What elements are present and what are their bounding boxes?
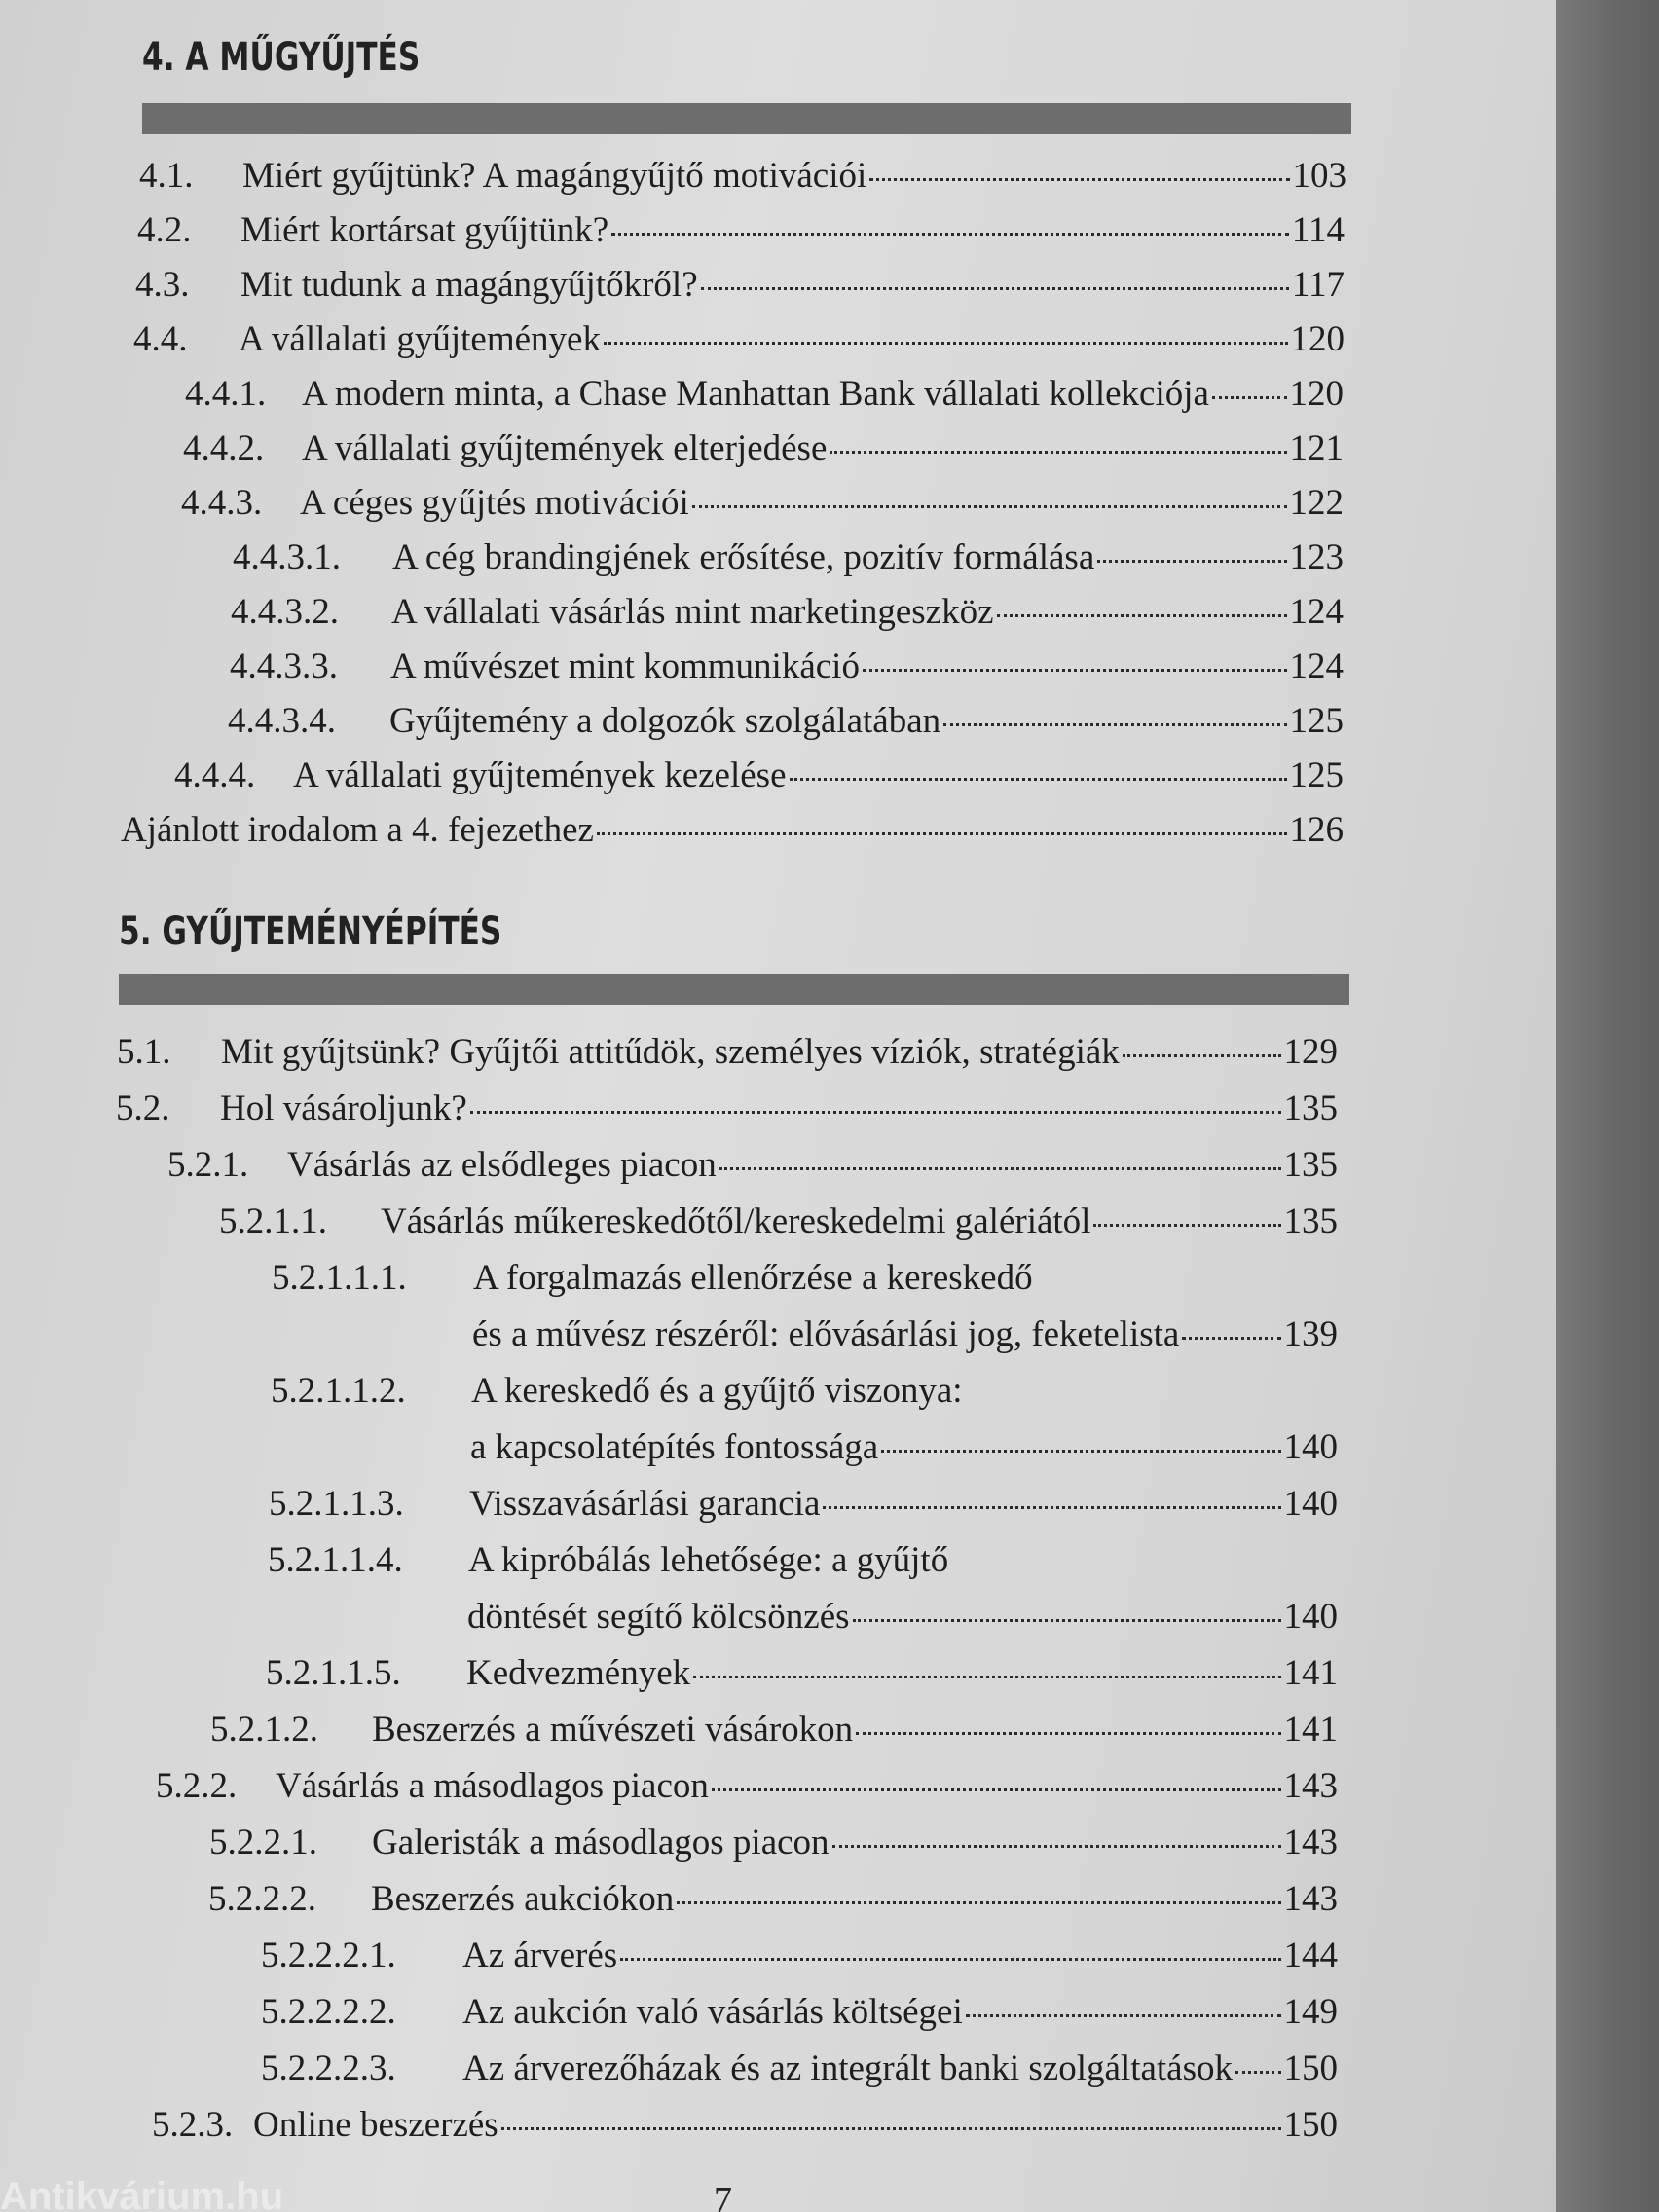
toc-page-number: 125: [1289, 701, 1344, 741]
toc-entry: [269, 1482, 1338, 1527]
toc-page-number: 135: [1283, 1145, 1338, 1185]
dot-leader: [997, 614, 1287, 617]
dot-leader: [501, 2127, 1281, 2130]
toc-entry: [470, 1425, 1338, 1470]
toc-title: A vállalati gyűjtemények: [239, 319, 601, 359]
toc-number: 4.4.2.: [183, 428, 265, 468]
toc-number: 4.4.3.: [181, 483, 263, 523]
toc-entry: [228, 699, 1344, 744]
toc-entry: [231, 590, 1344, 635]
dot-leader: [712, 1788, 1281, 1791]
toc-page-number: 139: [1283, 1314, 1338, 1354]
toc-page-number: 122: [1289, 483, 1344, 523]
toc-title: Miért kortársat gyűjtünk?: [240, 210, 609, 250]
dot-leader: [830, 451, 1286, 454]
toc-number: 4.4.3.1.: [233, 537, 341, 577]
toc-page-number: 123: [1289, 537, 1344, 577]
toc-entry: [121, 808, 1344, 853]
toc-title: Miért gyűjtünk? A magángyűjtő motivációi: [242, 156, 867, 196]
toc-title: A művészet mint kommunikáció: [390, 646, 860, 686]
toc-page-number: 103: [1292, 156, 1346, 196]
toc-page-number: 124: [1289, 592, 1344, 632]
toc-entry: [219, 1199, 1338, 1244]
toc-entry: [467, 1595, 1338, 1640]
toc-title: A vállalati gyűjtemények elterjedése: [302, 428, 828, 468]
dot-leader: [620, 1958, 1280, 1961]
toc-page-number: 135: [1283, 1201, 1338, 1241]
toc-title: Az árverezőházak és az integrált banki szolgáltatások: [462, 2048, 1234, 2088]
toc-entry: [210, 1708, 1338, 1752]
toc-entry: [233, 535, 1344, 580]
toc-title-continued: a kapcsolatépítés fontossága: [470, 1427, 879, 1467]
toc-page-number: 150: [1283, 2105, 1338, 2145]
toc-page-number: 117: [1291, 265, 1345, 305]
toc-number: 4.4.3.4.: [228, 701, 336, 741]
chapter-5-bar: [119, 974, 1349, 1005]
toc-page-number: 126: [1289, 810, 1344, 850]
toc-title: Gyűjtemény a dolgozók szolgálatában: [389, 701, 941, 741]
toc-title: A vállalati vásárlás mint marketingeszköz: [391, 592, 994, 632]
toc-title: Vásárlás a másodlagos piacon: [276, 1766, 709, 1806]
dot-leader: [1097, 560, 1286, 563]
watermark: Antikvárium.hu: [0, 2175, 284, 2212]
chapter-5-title: 5. GYŰJTEMÉNYÉPÍTÉS: [119, 909, 502, 954]
toc-title: Ajánlott irodalom a 4. fejezethez: [121, 810, 594, 850]
toc-page-number: 140: [1283, 1597, 1338, 1637]
toc-number: 5.2.2.1.: [209, 1823, 317, 1862]
toc-entry: [185, 372, 1344, 417]
toc-entry: [472, 1312, 1338, 1357]
dot-leader: [604, 342, 1288, 345]
toc-number: 5.2.1.1.5.: [266, 1653, 401, 1693]
toc-number: 5.2.1.: [167, 1145, 249, 1185]
toc-title: Visszavásárlási garancia: [469, 1484, 821, 1524]
dot-leader: [823, 1506, 1280, 1509]
toc-title: Kedvezmények: [466, 1653, 691, 1693]
toc-entry: [137, 208, 1345, 253]
toc-entry: [209, 1821, 1338, 1865]
dot-leader: [863, 669, 1287, 672]
dot-leader: [832, 1845, 1281, 1848]
dot-leader: [719, 1167, 1281, 1170]
chapter-4-bar: [142, 103, 1351, 134]
toc-entry: [116, 1087, 1338, 1131]
toc-number: 4.4.4.: [174, 756, 256, 795]
toc-number: 4.4.3.3.: [230, 646, 338, 686]
toc-page-number: 143: [1283, 1766, 1338, 1806]
toc-entry: [261, 2046, 1338, 2091]
toc-page-number: 124: [1289, 646, 1344, 686]
toc-entry: [152, 2103, 1338, 2148]
dot-leader: [853, 1619, 1281, 1622]
toc-number: 5.2.2.2.3.: [261, 2048, 396, 2088]
toc-page-number: 120: [1290, 319, 1345, 359]
book-spine-shadow: [1556, 0, 1659, 2212]
toc-page-number: 144: [1283, 1936, 1338, 1975]
toc-page-number: 143: [1283, 1823, 1338, 1862]
dot-leader: [856, 1732, 1280, 1735]
toc-entry: [261, 1934, 1338, 1978]
toc-title: A céges gyűjtés motivációi: [300, 483, 689, 523]
dot-leader: [869, 178, 1289, 181]
toc-title-continued: döntését segítő kölcsönzés: [467, 1597, 850, 1637]
toc-number: 5.2.1.2.: [210, 1710, 318, 1750]
toc-page-number: 149: [1283, 1992, 1338, 2032]
dot-leader: [881, 1450, 1280, 1453]
toc-title: A modern minta, a Chase Manhattan Bank vállalati kollekciója: [302, 374, 1209, 414]
dot-leader: [597, 832, 1287, 835]
toc-title: A kereskedő és a gyűjtő viszonya:: [471, 1371, 963, 1411]
toc-page-number: 141: [1283, 1710, 1338, 1750]
dot-leader: [1235, 2071, 1280, 2074]
toc-number: 5.2.2.: [156, 1766, 238, 1806]
toc-entry: [208, 1877, 1338, 1922]
toc-title: A vállalati gyűjtemények kezelése: [293, 756, 787, 795]
toc-entry: [261, 1990, 1338, 2035]
toc-title: Vásárlás az elsődleges piacon: [287, 1145, 717, 1185]
dot-leader: [693, 1676, 1280, 1678]
chapter-4-title: 4. A MŰGYŰJTÉS: [142, 35, 421, 80]
toc-number: 5.2.: [116, 1088, 170, 1128]
toc-number: 5.2.3.: [152, 2105, 234, 2145]
toc-title: Hol vásároljunk?: [220, 1088, 467, 1128]
dot-leader: [1093, 1224, 1280, 1227]
toc-title-continued: és a művész részéről: elővásárlási jog, feketelista: [472, 1314, 1180, 1354]
toc-title: A cég brandingjének erősítése, pozitív formálása: [392, 537, 1095, 577]
toc-page-number: 121: [1289, 428, 1344, 468]
dot-leader: [677, 1901, 1280, 1904]
toc-title: Beszerzés a művészeti vásárokon: [372, 1710, 854, 1750]
toc-number: 5.2.2.2.2.: [261, 1992, 396, 2032]
toc-page-number: 140: [1283, 1484, 1338, 1524]
toc-title: Online beszerzés: [253, 2105, 498, 2145]
toc-entry: [117, 1030, 1338, 1075]
dot-leader: [1212, 396, 1287, 399]
dot-leader: [611, 233, 1289, 236]
dot-leader: [701, 287, 1289, 290]
toc-number: 5.2.1.1.2.: [271, 1371, 406, 1411]
toc-number: 5.2.1.1.3.: [269, 1484, 404, 1524]
toc-page-number: 150: [1283, 2048, 1338, 2088]
toc-title: Beszerzés aukciókon: [371, 1879, 675, 1919]
dot-leader: [1123, 1054, 1281, 1057]
toc-title: Mit gyűjtsünk? Gyűjtői attitűdök, személyes víziók, stratégiák: [221, 1032, 1120, 1072]
toc-entry: [139, 154, 1346, 199]
toc-number: 5.2.2.2.: [208, 1879, 316, 1919]
toc-page-number: 141: [1283, 1653, 1338, 1693]
dot-leader: [470, 1111, 1281, 1114]
toc-number: 5.2.1.1.1.: [272, 1258, 407, 1298]
toc-title: A forgalmazás ellenőrzése a kereskedő: [473, 1258, 1033, 1298]
page-number: 7: [714, 2180, 732, 2212]
toc-number: 5.2.1.1.4.: [268, 1540, 403, 1580]
toc-entry: [266, 1651, 1338, 1696]
toc-number: 4.1.: [139, 156, 194, 196]
toc-number: 4.4.3.2.: [231, 592, 339, 632]
toc-entry: [183, 426, 1344, 471]
toc-number: 4.3.: [135, 265, 190, 305]
toc-entry: [133, 317, 1345, 362]
toc-number: 4.2.: [137, 210, 192, 250]
toc-title: Az árverés: [462, 1936, 618, 1975]
dot-leader: [790, 778, 1287, 781]
toc-number: 5.2.2.2.1.: [261, 1936, 396, 1975]
toc-number: 4.4.: [133, 319, 188, 359]
toc-entry-first-line: [272, 1256, 1033, 1301]
toc-title: Mit tudunk a magángyűjtőkről?: [240, 265, 698, 305]
toc-entry-first-line: [268, 1538, 948, 1583]
toc-entry: [174, 754, 1344, 798]
toc-page-number: 114: [1291, 210, 1345, 250]
toc-entry: [230, 645, 1344, 689]
toc-page-number: 120: [1289, 374, 1344, 414]
toc-page-number: 125: [1289, 756, 1344, 795]
dot-leader: [966, 2014, 1281, 2017]
toc-number: 4.4.1.: [185, 374, 267, 414]
toc-title: Az aukción való vásárlás költségei: [462, 1992, 963, 2032]
toc-page-number: 135: [1283, 1088, 1338, 1128]
toc-entry-first-line: [271, 1369, 963, 1414]
dot-leader: [1182, 1337, 1280, 1340]
dot-leader: [692, 505, 1287, 508]
toc-title: A kipróbálás lehetősége: a gyűjtő: [468, 1540, 949, 1580]
toc-entry: [156, 1764, 1338, 1809]
toc-number: 5.1.: [117, 1032, 171, 1072]
toc-title: Galeristák a másodlagos piacon: [372, 1823, 830, 1862]
toc-entry: [135, 263, 1345, 308]
dot-leader: [943, 723, 1286, 726]
toc-title: Vásárlás műkereskedőtől/kereskedelmi galériától: [381, 1201, 1091, 1241]
toc-entry: [181, 481, 1344, 526]
toc-page-number: 129: [1283, 1032, 1338, 1072]
toc-page-number: 143: [1283, 1879, 1338, 1919]
toc-page-number: 140: [1283, 1427, 1338, 1467]
toc-number: 5.2.1.1.: [219, 1201, 327, 1241]
toc-entry: [167, 1143, 1338, 1188]
